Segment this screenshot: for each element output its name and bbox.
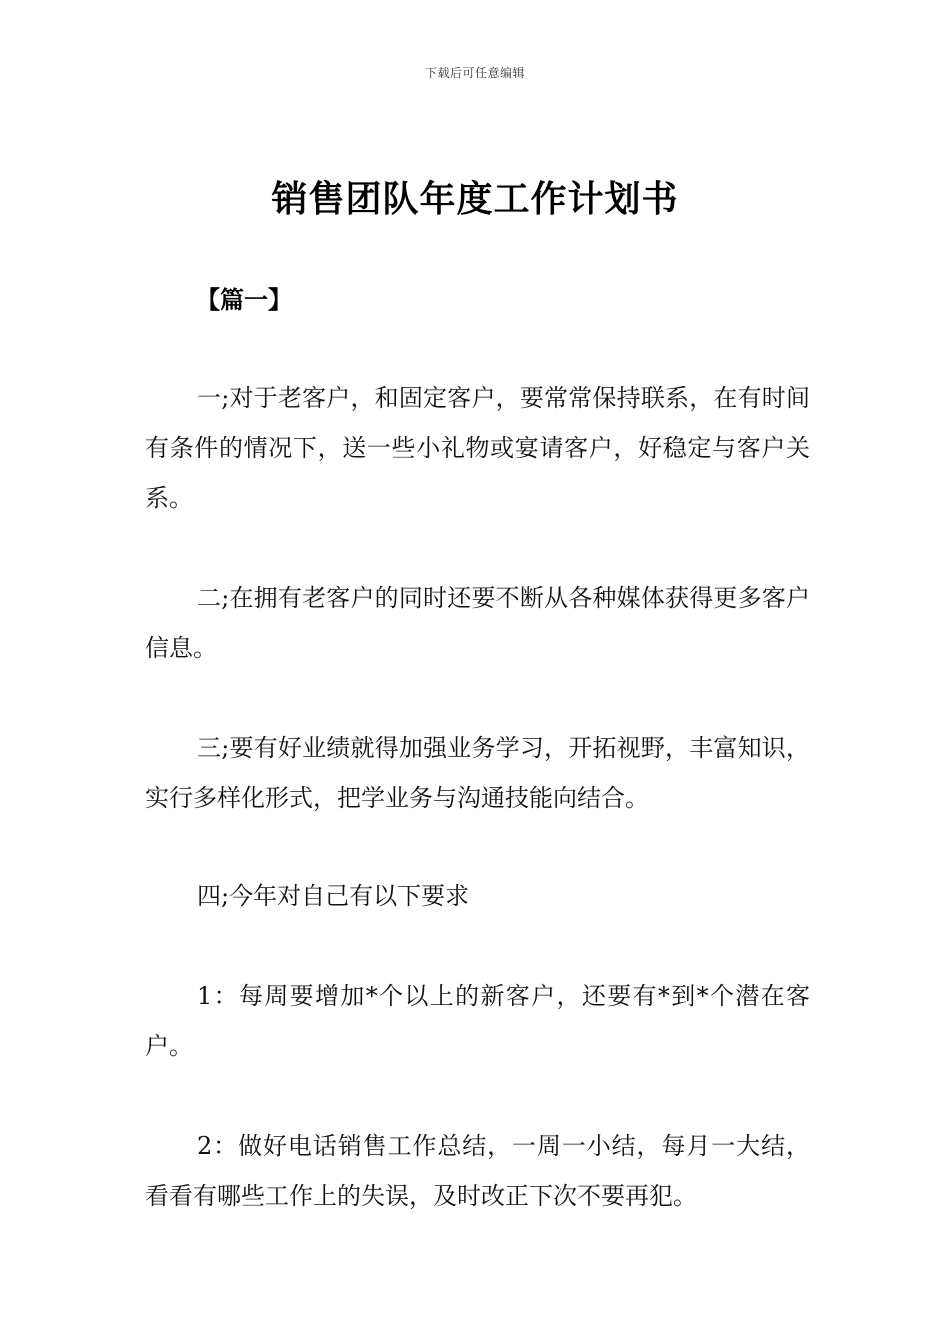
document-title: 销售团队年度工作计划书: [271, 179, 679, 220]
paragraph-1: 一;对于老客户，和固定客户，要常常保持联系，在有时间有条件的情况下，送一些小礼物或宴请客户，好稳定与客户关系。: [145, 384, 810, 512]
header-note: 下载后可任意编辑: [424, 66, 525, 80]
paragraph-4: 四;今年对自己有以下要求: [197, 882, 470, 910]
paragraph-2: 二;在拥有老客户的同时还要不断从各种媒体获得更多客户信息。: [145, 584, 810, 662]
paragraph-5: 1：每周要增加*个以上的新客户，还要有*到*个潜在客户。: [145, 982, 810, 1060]
paragraph-6: 2：做好电话销售工作总结，一周一小结，每月一大结，看看有哪些工作上的失误，及时改正下次不要再犯。: [145, 1132, 810, 1210]
paragraph-3: 三;要有好业绩就得加强业务学习，开拓视野，丰富知识，实行多样化形式，把学业务与沟通技能向结合。: [145, 734, 810, 812]
section-label: 【篇一】: [196, 286, 292, 314]
